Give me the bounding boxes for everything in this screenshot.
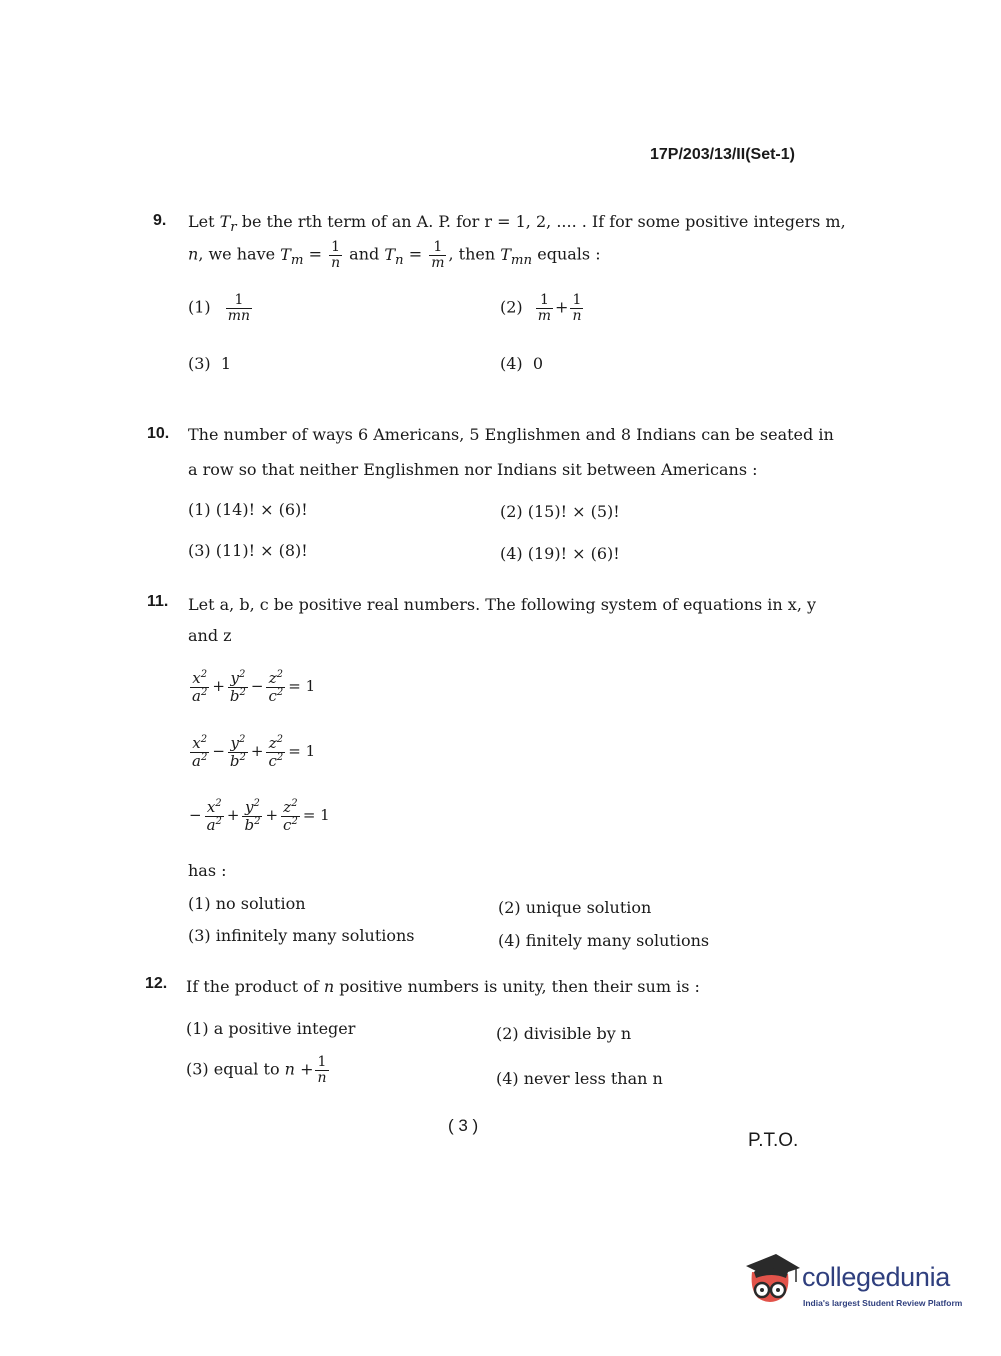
question-10-line2: a row so that neither Englishmen nor Indians sit between Americans : (188, 460, 758, 479)
question-11-option-1: (1) no solution (188, 894, 306, 913)
question-9-number: 9. (153, 212, 167, 229)
paper-code: 17P/203/13/II(Set-1) (650, 146, 795, 163)
question-9-option-3: (3) 1 (188, 354, 232, 373)
question-10-option-1: (1) (14)! × (6)! (188, 500, 308, 519)
question-10-option-3: (3) (11)! × (8)! (188, 541, 308, 560)
question-10-line1: The number of ways 6 Americans, 5 Englishmen and 8 Indians can be seated in (188, 425, 834, 444)
question-11-has: has : (188, 861, 227, 880)
question-10-option-4: (4) (19)! × (6)! (500, 544, 620, 563)
collegedunia-brand: collegedunia (802, 1262, 951, 1292)
question-11-number: 11. (147, 593, 169, 610)
equation-1: $\frac{x^2}{a^2}$ + $\frac{y^2}{b^2}$ − $\frac{z^2}{c^2}$ = 1 (192, 669, 316, 705)
question-9-line2: n, we have $T_m$ = $\frac{1}{n}$ and $T_n$ = $\frac{1}{m}$ , then $T_{mn}$ equals : (188, 239, 601, 271)
question-12-line1: If the product of n positive numbers is unity, then their sum is : (186, 977, 700, 996)
question-12-option-3: (3) equal to n + $\frac{1}{n}$ (186, 1054, 327, 1086)
question-11-option-4: (4) finitely many solutions (498, 931, 710, 950)
question-9-option-1: (1) $\frac{1}{mn}$ (188, 292, 251, 324)
frac-1-over-n: $\frac{1}{n}$ (331, 239, 341, 271)
question-9-line1-text: be the rth term of an A. P. for r = 1, 2, .... . If for some positive integers m, (241, 212, 846, 231)
question-12-option-4: (4) never less than n (496, 1069, 663, 1088)
question-9-option-2: (2) $\frac{1}{m}$ + $\frac{1}{n}$ (500, 292, 582, 324)
question-11-option-3: (3) infinitely many solutions (188, 926, 415, 945)
pto-label: P.T.O. (748, 1130, 799, 1151)
question-11-line2: and z (188, 626, 232, 645)
question-12-number: 12. (145, 975, 168, 992)
equation-2: $\frac{x^2}{a^2}$ − $\frac{y^2}{b^2}$ + $\frac{z^2}{c^2}$ = 1 (192, 734, 316, 770)
question-11-line1: Let a, b, c be positive real numbers. The following system of equations in x, y (188, 595, 817, 614)
question-11-option-2: (2) unique solution (498, 898, 652, 917)
collegedunia-mascot-icon (742, 1252, 802, 1310)
question-12-option-1: (1) a positive integer (186, 1019, 356, 1038)
question-12-option-2: (2) divisible by n (496, 1024, 632, 1043)
question-10-option-2: (2) (15)! × (5)! (500, 502, 620, 521)
question-9-line1: Let $T_r$ be the rth term of an A. P. for r = 1, 2, .... . If for some positive integers m, (188, 212, 846, 236)
collegedunia-tagline: India's largest Student Review Platform (803, 1298, 963, 1308)
frac-1-over-m: $\frac{1}{m}$ (431, 239, 445, 271)
question-10-number: 10. (147, 425, 170, 442)
equation-3: − $\frac{x^2}{a^2}$ + $\frac{y^2}{b^2}$ + $\frac{z^2}{c^2}$ = 1 (189, 798, 330, 834)
question-9-option-4: (4) 0 (500, 354, 544, 373)
page-number: ( 3 ) (448, 1116, 479, 1135)
